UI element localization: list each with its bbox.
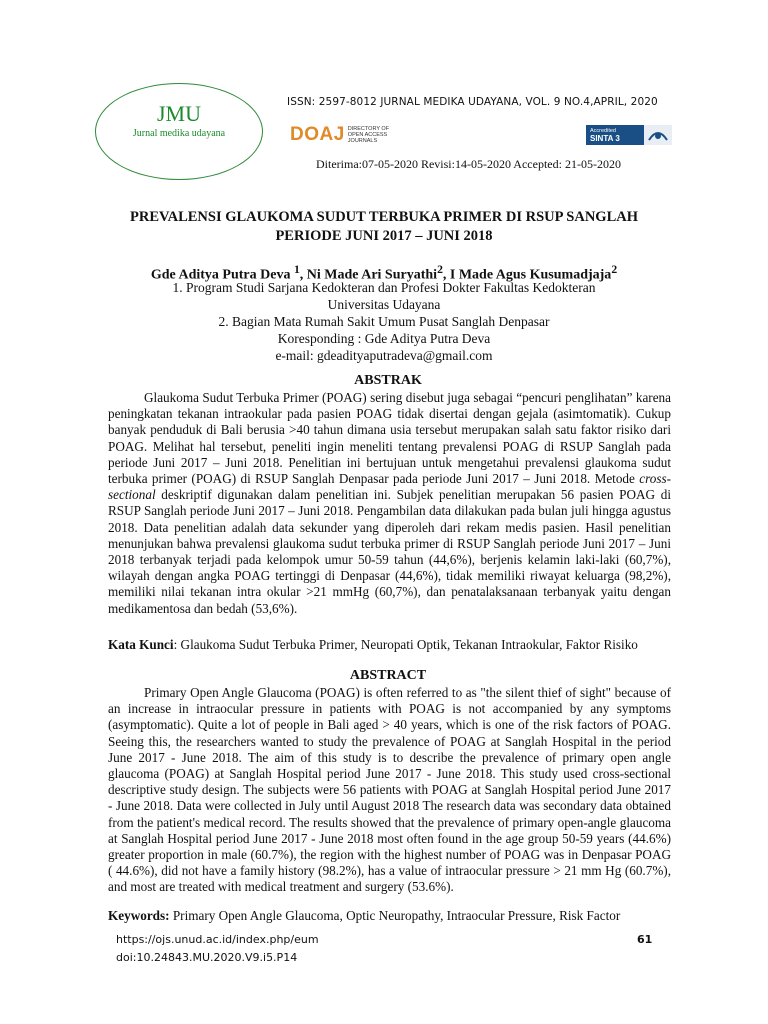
email: e-mail: gdeadityaputradeva@gmail.com <box>275 348 493 363</box>
sinta-level-label: SINTA 3 <box>590 133 620 143</box>
journal-issn-line: ISSN: 2597-8012 JURNAL MEDIKA UDAYANA, VOL. 9 NO.4,APRIL, 2020 <box>287 96 658 108</box>
logo-title: JMU <box>156 101 201 126</box>
journal-logo <box>95 83 263 180</box>
abstrak-body: Glaukoma Sudut Terbuka Primer (POAG) sering disebut juga sebagai “pencuri penglihatan” karena peningkatan tekanan intraokular pada pasien POAG tidak disertai dengan gejala (asimtomatik). Cukup banyak penduduk di Bali berusia >40 tahun dimana usia tersebut merupakan salah satu faktor risiko dari POAG. Melihat hal tersebut, peneliti ingin meneliti tentang prevalensi POAG di RSUP Sanglah pada periode Juni 2017 – Juni 2018. Penelitian ini bertujuan untuk mengetahui prevalensi glaukoma sudut terbuka primer (POAG) di RSUP Sanglah Denpasar pada periode Juni 2017 – Juni 2018. Metode cross-sectional deskriptif digunakan dalam penelitian ini. Subjek penelitian merupakan 56 pasien POAG di RSUP Sanglah periode Juni 2017 – Juni 2018. Pengambilan data dilakukan pada bulan juli hingga agustus 2018. Data penelitian adalah data sekunder yang diperoleh dari rekam medis pasien. Hasil penelitian menunjukan bahwa prevalensi glaukoma sudut terbuka primer di RSUP Sanglah periode Juni 2017 – Juni 2018 terbanyak terjadi pada kelompok umur 50-59 tahun (44,6%), berjenis kelamin laki-laki (60,7%), wilayah dengan angka POAG tertinggi di Denpasar (44,6%), tidak memiliki riwayat keluarga (98,2%), memiliki nilai tekanan intra okular >21 mmHg (60,7%), dan penatalaksanaan terbanyak yaitu dengan medikamentosa dan bedah (53,6%). <box>108 390 671 616</box>
affiliation-2: 2. Bagian Mata Rumah Sakit Umum Pusat Sanglah Denpasar <box>218 314 550 329</box>
authors: Gde Aditya Putra Deva $^1$, Ni Made Ari Suryathi$^2$, I Made Agus Kusumadjaja$^2$ <box>150 263 618 283</box>
page-number: 61 <box>637 933 653 946</box>
abstrak-keywords: Kata Kunci: Glaukoma Sudut Terbuka Primer, Neuropati Optik, Tekanan Intraokular, Faktor Risiko <box>108 637 638 652</box>
affiliation-1-university: Universitas Udayana <box>327 297 441 312</box>
doaj-mark: DOAJ <box>290 124 345 145</box>
abstract-body: Primary Open Angle Glaucoma (POAG) is often referred to as "the silent thief of sight" because of an increase in intraocular pressure in patients with POAG is not accompanied by any symptoms (asymptomatic). Quite a lot of people in Bali aged > 40 years, which is one of the risk factors of POAG. Seeing this, the researchers wanted to study the prevalence of POAG at Sanglah Hospital in the period June 2017 - June 2018. The aim of this study is to describe the prevalence of primary open angle glaucoma (POAG) at Sanglah Hospital period June 2017 - June 2018. This study used cross-sectional descriptive study design. The subjects were 56 patients with POAG at Sanglah Hospital period June 2017 - June 2018. Data were collected in July until August 2018 The research data was secondary data obtained from the patient's medical record. The results showed that the prevalence of primary open-angle glaucoma at Sanglah Hospital period June 2017 - June 2018 most often found in the age group 50-59 years (44.6%) greater proportion in male (60.7%), the region with the highest number of POAG was in Denpasar POAG ( 44.6%), did not have a family history (98.2%), has a value of intraocular pressure > 21 mm Hg (60.7%), and most are treated with medical treatment and surgery (53.6%). <box>108 685 671 895</box>
doaj-text: DIRECTORY OF OPEN ACCESS JOURNALS <box>347 126 390 144</box>
abstract-keywords: Keywords: Primary Open Angle Glaucoma, Optic Neuropathy, Intraocular Pressure, Risk Factor <box>108 908 621 923</box>
doi: doi:10.24843.MU.2020.V9.i5.P14 <box>116 951 298 964</box>
sinta-badge <box>586 125 672 145</box>
doaj-logo <box>290 124 389 146</box>
abstrak-heading: ABSTRAK <box>354 373 422 388</box>
affiliation-1: 1. Program Studi Sarjana Kedokteran dan Profesi Dokter Fakultas Kedokteran <box>172 280 596 295</box>
logo-subtitle: Jurnal medika udayana <box>132 128 226 139</box>
journal-url[interactable]: https://ojs.unud.ac.id/index.php/eum <box>116 933 319 946</box>
paper-title: PREVALENSI GLAUKOMA SUDUT TERBUKA PRIMER DI RSUP SANGLAH PERIODE JUNI 2017 – JUNI 2018 <box>130 209 638 244</box>
correspondence: Koresponding : Gde Aditya Putra Deva <box>277 331 491 346</box>
submission-dates: Diterima:07-05-2020 Revisi:14-05-2020 Accepted: 21-05-2020 <box>316 157 621 171</box>
abstract-heading: ABSTRACT <box>349 668 427 683</box>
sinta-emblem-icon <box>644 125 672 145</box>
sinta-accredited-label: Accredited <box>590 127 616 134</box>
